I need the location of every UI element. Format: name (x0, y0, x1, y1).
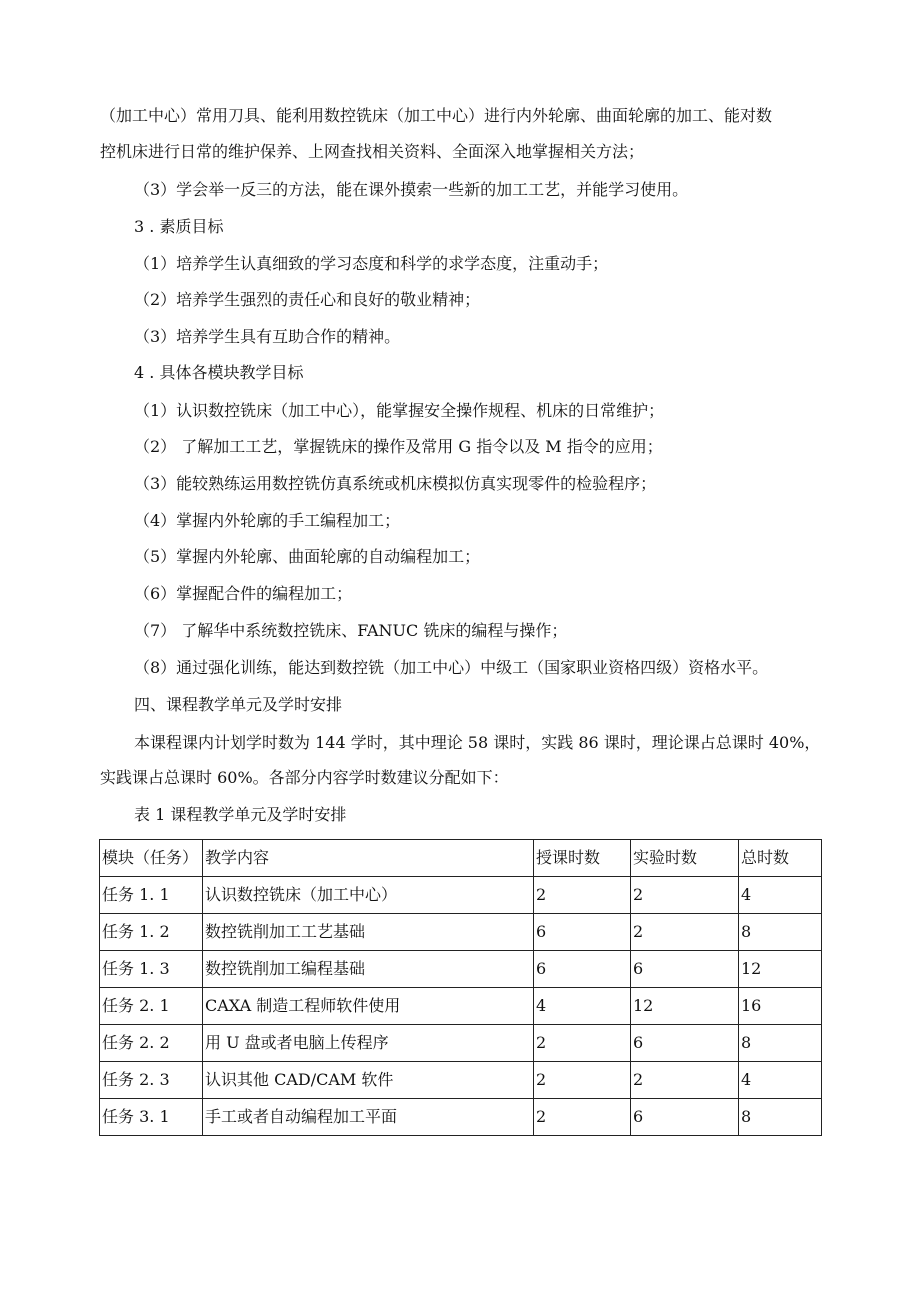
total-hours-cell: 16 (739, 988, 822, 1025)
lab-hours-cell: 6 (631, 1025, 739, 1062)
table-row (100, 914, 822, 951)
lecture-hours-cell: 6 (534, 951, 631, 988)
module-cell: 任务 2. 1 (100, 988, 203, 1025)
hours-paragraph-line-1: 本课程课内计划学时数为 144 学时，其中理论 58 课时，实践 86 课时，理论课占总课时 40%， (134, 733, 821, 752)
skill-goal-3: （3）学会举一反三的方法，能在课外摸索一些新的加工工艺，并能学习使用。 (134, 180, 689, 199)
module-goal-8: （8）通过强化训练，能达到数控铣（加工中心）中级工（国家职业资格四级）资格水平。 (134, 658, 769, 677)
content-cell: 数控铣削加工工艺基础 (203, 914, 534, 951)
header-cell: 授课时数 (534, 840, 631, 877)
module-cell: 任务 1. 3 (100, 951, 203, 988)
lab-hours-cell: 2 (631, 1062, 739, 1099)
module-goal-2: （2） 了解加工工艺，掌握铣床的操作及常用 G 指令以及 M 指令的应用； (134, 437, 663, 456)
content-cell: 用 U 盘或者电脑上传程序 (203, 1025, 534, 1062)
header-cell: 总时数 (739, 840, 822, 877)
lab-hours-cell: 2 (631, 877, 739, 914)
lecture-hours-cell: 2 (534, 877, 631, 914)
quality-goal-1: （1）培养学生认真细致的学习态度和科学的求学态度，注重动手； (134, 254, 609, 273)
table-row (100, 877, 822, 914)
module-cell: 任务 1. 1 (100, 877, 203, 914)
table-row (100, 1025, 822, 1062)
total-hours-cell: 8 (739, 1099, 822, 1136)
content-cell: 认识数控铣床（加工中心） (203, 877, 534, 914)
total-hours-cell: 4 (739, 1062, 822, 1099)
table-header-row (100, 840, 822, 877)
module-goals-heading: 4 . 具体各模块教学目标 (134, 363, 304, 382)
quality-goal-3: （3）培养学生具有互助合作的精神。 (134, 327, 401, 346)
quality-goals-heading: 3 . 素质目标 (134, 217, 224, 236)
table-row (100, 988, 822, 1025)
lab-hours-cell: 6 (631, 1099, 739, 1136)
lecture-hours-cell: 6 (534, 914, 631, 951)
total-hours-cell: 8 (739, 1025, 822, 1062)
module-cell: 任务 3. 1 (100, 1099, 203, 1136)
content-cell: CAXA 制造工程师软件使用 (203, 988, 534, 1025)
lecture-hours-cell: 4 (534, 988, 631, 1025)
lecture-hours-cell: 2 (534, 1099, 631, 1136)
lab-hours-cell: 2 (631, 914, 739, 951)
section-heading: 四、课程教学单元及学时安排 (134, 695, 343, 714)
module-cell: 任务 2. 2 (100, 1025, 203, 1062)
content-cell: 数控铣削加工编程基础 (203, 951, 534, 988)
header-cell: 教学内容 (203, 840, 534, 877)
lab-hours-cell: 12 (631, 988, 739, 1025)
paragraph-continuation-2: 控机床进行日常的维护保养、上网查找相关资料、全面深入地掌握相关方法； (100, 142, 645, 161)
hours-paragraph-line-2: 实践课占总课时 60%。各部分内容学时数建议分配如下： (100, 768, 509, 787)
teaching-units-table (99, 839, 822, 1136)
lab-hours-cell: 6 (631, 951, 739, 988)
total-hours-cell: 4 (739, 877, 822, 914)
total-hours-cell: 8 (739, 914, 822, 951)
module-goal-1: （1）认识数控铣床（加工中心），能掌握安全操作规程、机床的日常维护； (134, 401, 665, 420)
module-goal-3: （3）能较熟练运用数控铣仿真系统或机床模拟仿真实现零件的检验程序； (134, 474, 657, 493)
header-cell: 实验时数 (631, 840, 739, 877)
content-cell: 手工或者自动编程加工平面 (203, 1099, 534, 1136)
content-cell: 认识其他 CAD/CAM 软件 (203, 1062, 534, 1099)
table-caption: 表 1 课程教学单元及学时安排 (134, 805, 347, 824)
lecture-hours-cell: 2 (534, 1025, 631, 1062)
module-goal-5: （5）掌握内外轮廓、曲面轮廓的自动编程加工； (134, 547, 481, 566)
table-row (100, 1062, 822, 1099)
table-row (100, 951, 822, 988)
module-goal-7: （7） 了解华中系统数控铣床、FANUC 铣床的编程与操作； (134, 621, 568, 640)
lecture-hours-cell: 2 (534, 1062, 631, 1099)
module-cell: 任务 1. 2 (100, 914, 203, 951)
table-row (100, 1099, 822, 1136)
header-cell: 模块（任务） (100, 840, 203, 877)
quality-goal-2: （2）培养学生强烈的责任心和良好的敬业精神； (134, 290, 481, 309)
module-cell: 任务 2. 3 (100, 1062, 203, 1099)
module-goal-6: （6）掌握配合件的编程加工； (134, 584, 353, 603)
module-goal-4: （4）掌握内外轮廓的手工编程加工； (134, 511, 401, 530)
paragraph-continuation: （加工中心）常用刀具、能利用数控铣床（加工中心）进行内外轮廓、曲面轮廓的加工、能对数 (100, 106, 773, 125)
total-hours-cell: 12 (739, 951, 822, 988)
